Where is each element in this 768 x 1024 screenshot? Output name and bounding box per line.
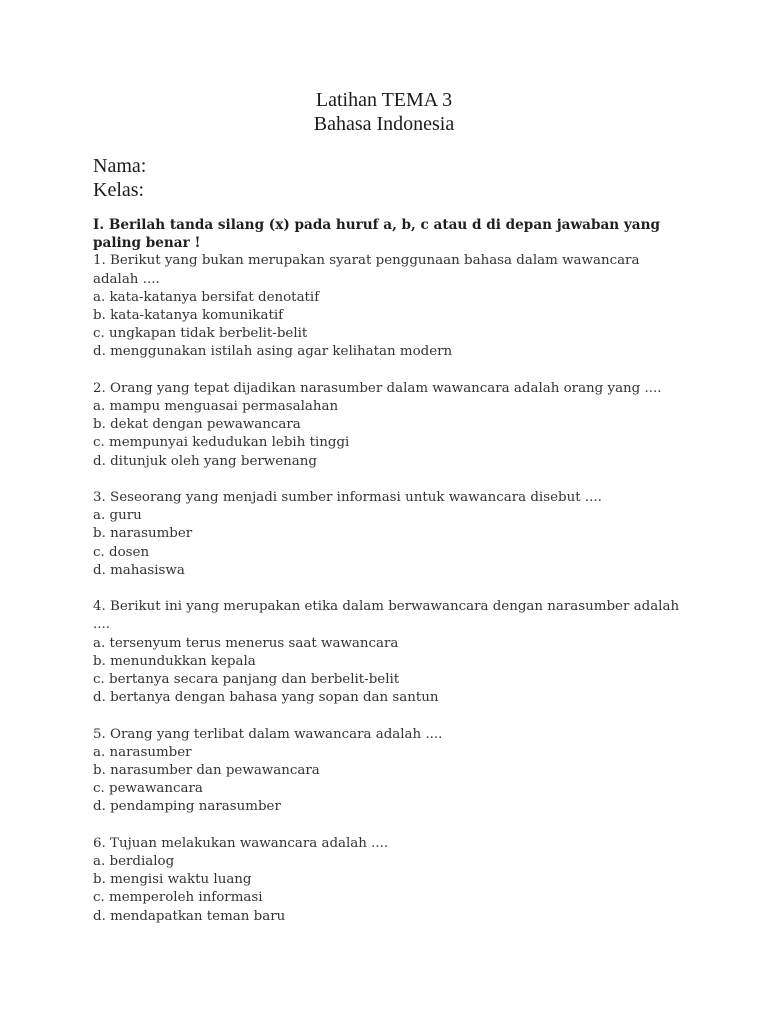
question-4 xyxy=(93,598,683,707)
option-d: d. mendapatkan teman baru xyxy=(93,908,286,924)
exercise-content xyxy=(93,216,683,926)
option-b: b. narasumber dan pewawancara xyxy=(93,763,320,779)
option-d: d. pendamping narasumber xyxy=(93,799,281,815)
option-c: c. mempunyai kedudukan lebih tinggi xyxy=(93,435,350,451)
question-1 xyxy=(93,252,683,361)
question-6 xyxy=(93,835,683,926)
option-a: a. narasumber xyxy=(93,744,192,760)
option-c: c. dosen xyxy=(93,544,150,560)
option-a: a. mampu menguasai permasalahan xyxy=(93,399,339,415)
option-a: a. guru xyxy=(93,508,142,524)
option-b: b. kata-katanya komunikatif xyxy=(93,308,284,324)
question-text: 1. Berikut yang bukan merupakan syarat penggunaan bahasa dalam wawancara adalah .... xyxy=(93,253,640,287)
option-d: d. mahasiswa xyxy=(93,562,185,578)
option-a: a. berdialog xyxy=(93,854,175,870)
option-b: b. menundukkan kepala xyxy=(93,653,256,669)
class-label: Kelas: xyxy=(93,179,145,201)
question-3 xyxy=(93,489,683,580)
instruction-text: I. Berilah tanda silang (x) pada huruf a, b, c atau d di depan jawaban yang paling benar ! xyxy=(93,217,661,252)
option-b: b. dekat dengan pewawancara xyxy=(93,417,301,433)
option-d: d. menggunakan istilah asing agar kelihatan modern xyxy=(93,344,453,360)
option-c: c. memperoleh informasi xyxy=(93,890,263,906)
question-5 xyxy=(93,726,683,817)
option-a: a. kata-katanya bersifat denotatif xyxy=(93,289,320,305)
question-2 xyxy=(93,380,683,471)
question-text: 6. Tujuan melakukan wawancara adalah .... xyxy=(93,835,389,851)
question-text: 3. Seseorang yang menjadi sumber informasi untuk wawancara disebut .... xyxy=(93,490,602,506)
document-title xyxy=(0,88,768,136)
option-d: d. ditunjuk oleh yang berwenang xyxy=(93,453,317,469)
option-c: c. pewawancara xyxy=(93,781,203,797)
title-line-1: Latihan TEMA 3 xyxy=(315,89,453,111)
question-text: 2. Orang yang tepat dijadikan narasumber dalam wawancara adalah orang yang .... xyxy=(93,380,662,396)
option-d: d. bertanya dengan bahasa yang sopan dan santun xyxy=(93,690,439,706)
option-b: b. mengisi waktu luang xyxy=(93,872,252,888)
option-c: c. ungkapan tidak berbelit-belit xyxy=(93,326,308,342)
identity-block xyxy=(93,154,146,202)
option-b: b. narasumber xyxy=(93,526,193,542)
question-text: 5. Orang yang terlibat dalam wawancara adalah .... xyxy=(93,726,443,742)
option-c: c. bertanya secara panjang dan berbelit-belit xyxy=(93,672,400,688)
name-label: Nama: xyxy=(93,155,147,177)
question-text: 4. Berikut ini yang merupakan etika dalam berwawancara dengan narasumber adalah .... xyxy=(93,599,680,633)
option-a: a. tersenyum terus menerus saat wawancara xyxy=(93,635,399,651)
title-line-2: Bahasa Indonesia xyxy=(313,113,455,135)
